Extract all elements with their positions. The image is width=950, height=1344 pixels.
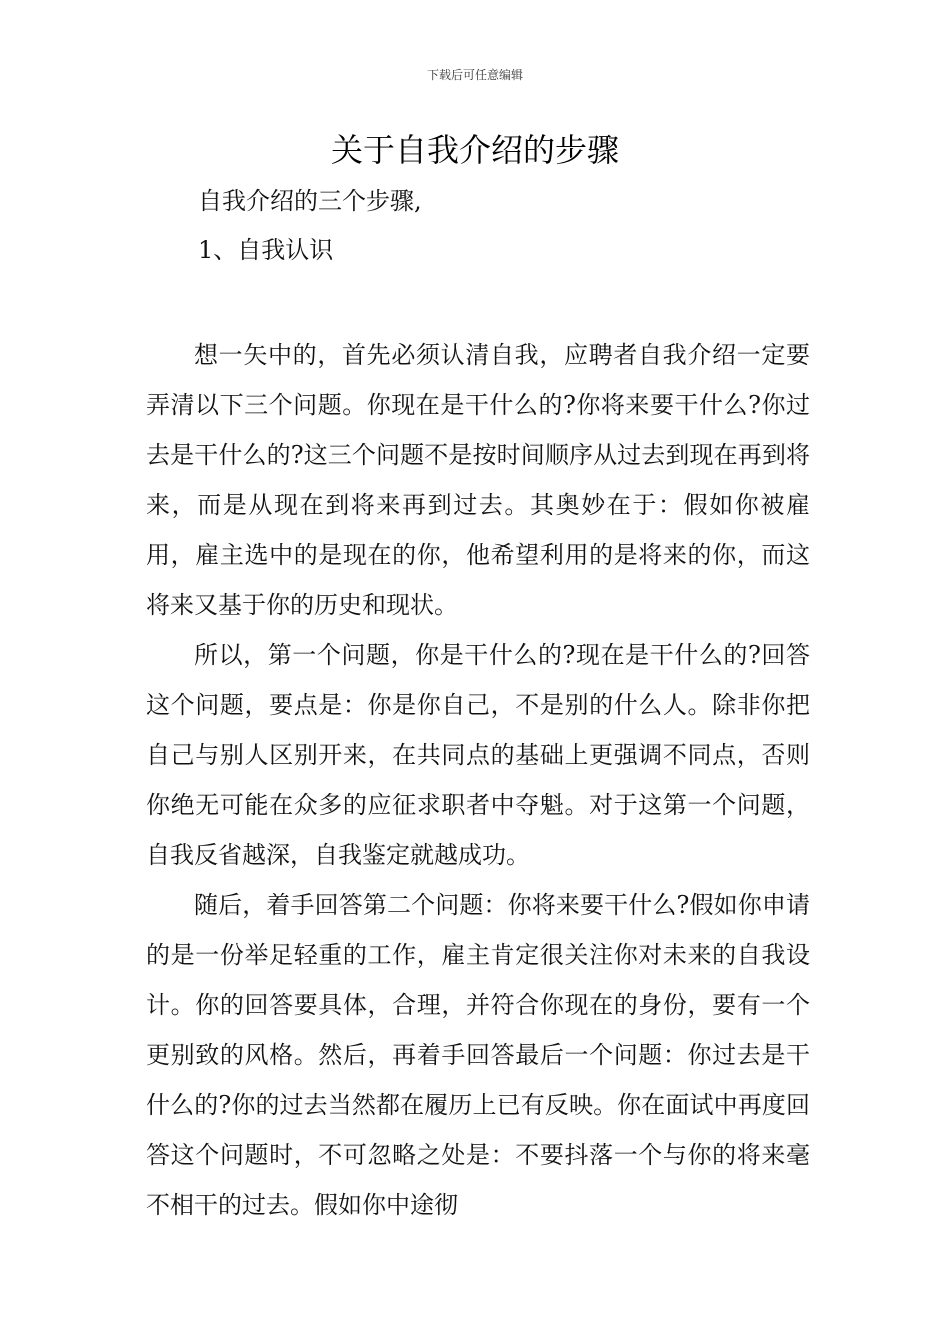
paragraph: 想一矢中的，首先必须认清自我，应聘者自我介绍一定要弄清以下三个问题。你现在是干什么的?你将来要干什么?你过去是干什么的?这三个问题不是按时间顺序从过去到现在再到将来，而是从现在到将来再到过去。其奥妙在于：假如你被雇用，雇主选中的是现在的你，他希望利用的是将来的你，而这将来又基于你的历史和现状。 [146,341,810,619]
header-note: 下载后可任意编辑 [426,68,523,82]
paragraph: 随后，着手回答第二个问题：你将来要干什么?假如你申请的是一份举足轻重的工作，雇主肯定很关注你对未来的自我设计。你的回答要具体，合理，并符合你现在的身份，要有一个更别致的风格。然后，再着手回答最后一个问题：你过去是干什么的?你的过去当然都在履历上已有反映。你在面试中再度回答这个问题时，不可忽略之处是：不要抖落一个与你的将来毫不相干的过去。假如你中途彻 [146,891,810,1219]
body-text [146,330,810,1230]
document-title: 关于自我介绍的步骤 [330,131,619,169]
paragraph: 所以，第一个问题，你是干什么的?现在是干什么的?回答这个问题，要点是：你是你自己，不是别的什么人。除非你把自己与别人区别开来，在共同点的基础上更强调不同点，否则你绝无可能在众多的应征求职者中夺魁。对于这第一个问题，自我反省越深，自我鉴定就越成功。 [146,641,810,869]
intro-line-section-1: 1、自我认识 [198,236,334,264]
intro-line-steps: 自我介绍的三个步骤, [198,187,422,215]
